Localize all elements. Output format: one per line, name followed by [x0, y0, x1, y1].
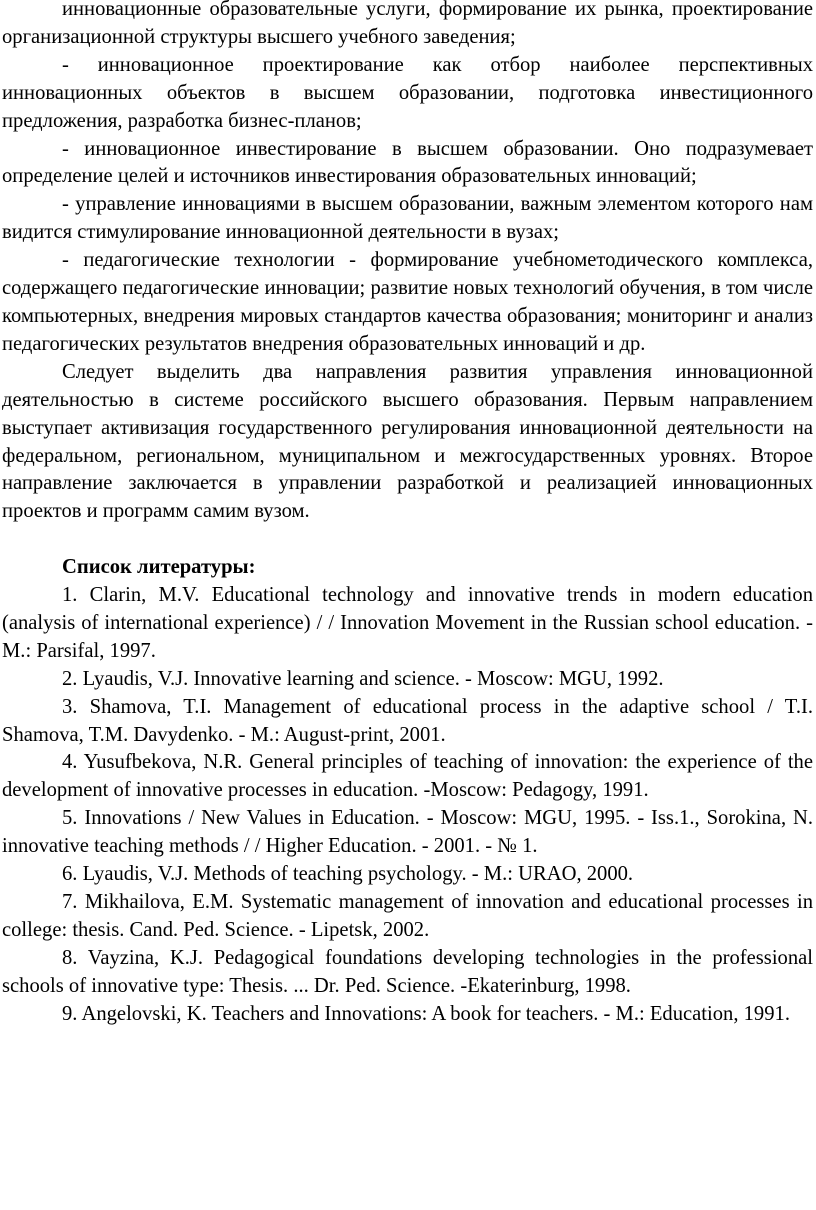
references-heading: Список литературы:	[62, 556, 256, 579]
reference-item: 5. Innovations / New Values in Education. - Moscow: MGU, 1995. - Iss.1., Sorokina, N. innovative teaching methods / / Higher Education. - 2001. - № 1.	[2, 807, 813, 858]
body-paragraph-innovative-investment: - инновационное инвестирование в высшем образовании. Оно подразумевает определение целей и источников инвестирования образовательных инноваций;	[2, 137, 813, 188]
body-paragraph-two-directions: Следует выделить два направления развития управления инновационной деятельностью в системе российского высшего образования. Первым направлением выступает активизация государственного регулирования инновационной деятельности на федеральном, региональном, муниципальном и межгосударственных уровнях. Второе направление заключается в управлении разработкой и реализацией инновационных проектов и программ самим вузом.	[2, 360, 813, 523]
reference-item: 7. Mikhailova, E.M. Systematic management of innovation and educational processes in college: thesis. Cand. Ped. Science. - Lipetsk, 2002.	[2, 890, 813, 941]
body-paragraph-pedagogical-technologies: - педагогические технологии - формирование учебнометодического комплекса, содержащего педагогические инновации; развитие новых технологий обучения, в том числе компьютерных, внедрения мировых стандартов качества образования; мониторинг и анализ педагогических результатов внедрения образовательных инноваций и др.	[2, 249, 813, 355]
reference-item: 4. Yusufbekova, N.R. General principles of teaching of innovation: the experience of the development of innovative processes in education. -Moscow: Pedagogy, 1991.	[2, 751, 813, 802]
reference-item: 6. Lyaudis, V.J. Methods of teaching psychology. - M.: URAO, 2000.	[62, 863, 634, 886]
body-paragraph-innovation-management: - управление инновациями в высшем образовании, важным элементом которого нам видится стимулирование инновационной деятельности в вузах;	[2, 193, 813, 244]
reference-item: 3. Shamova, T.I. Management of educational process in the adaptive school / T.I. Shamova, T.M. Davydenko. - M.: August-print, 2001.	[2, 695, 813, 746]
body-paragraph-innovative-design: - инновационное проектирование как отбор наиболее перспективных инновационных объектов в высшем образовании, подготовка инвестиционного предложения, разработка бизнес-планов;	[2, 53, 813, 132]
section-spacer	[2, 526, 813, 554]
reference-item: 1. Clarin, M.V. Educational technology and innovative trends in modern education (analysis of international experience) / / Innovation Movement in the Russian school education. - M.: Parsifal, 1997.	[2, 584, 813, 662]
reference-item: 9. Angelovski, K. Teachers and Innovations: A book for teachers. - M.: Education, 1991.	[62, 1002, 790, 1025]
reference-item: 2. Lyaudis, V.J. Innovative learning and science. - Moscow: MGU, 1992.	[62, 667, 664, 690]
document-page	[2, 0, 813, 1029]
reference-item: 8. Vayzina, K.J. Pedagogical foundations developing technologies in the professional schools of innovative type: Thesis. ... Dr. Ped. Science. -Ekaterinburg, 1998.	[2, 946, 813, 997]
body-paragraph-continuation: инновационные образовательные услуги, формирование их рынка, проектирование организационной структуры высшего учебного заведения;	[2, 0, 813, 48]
